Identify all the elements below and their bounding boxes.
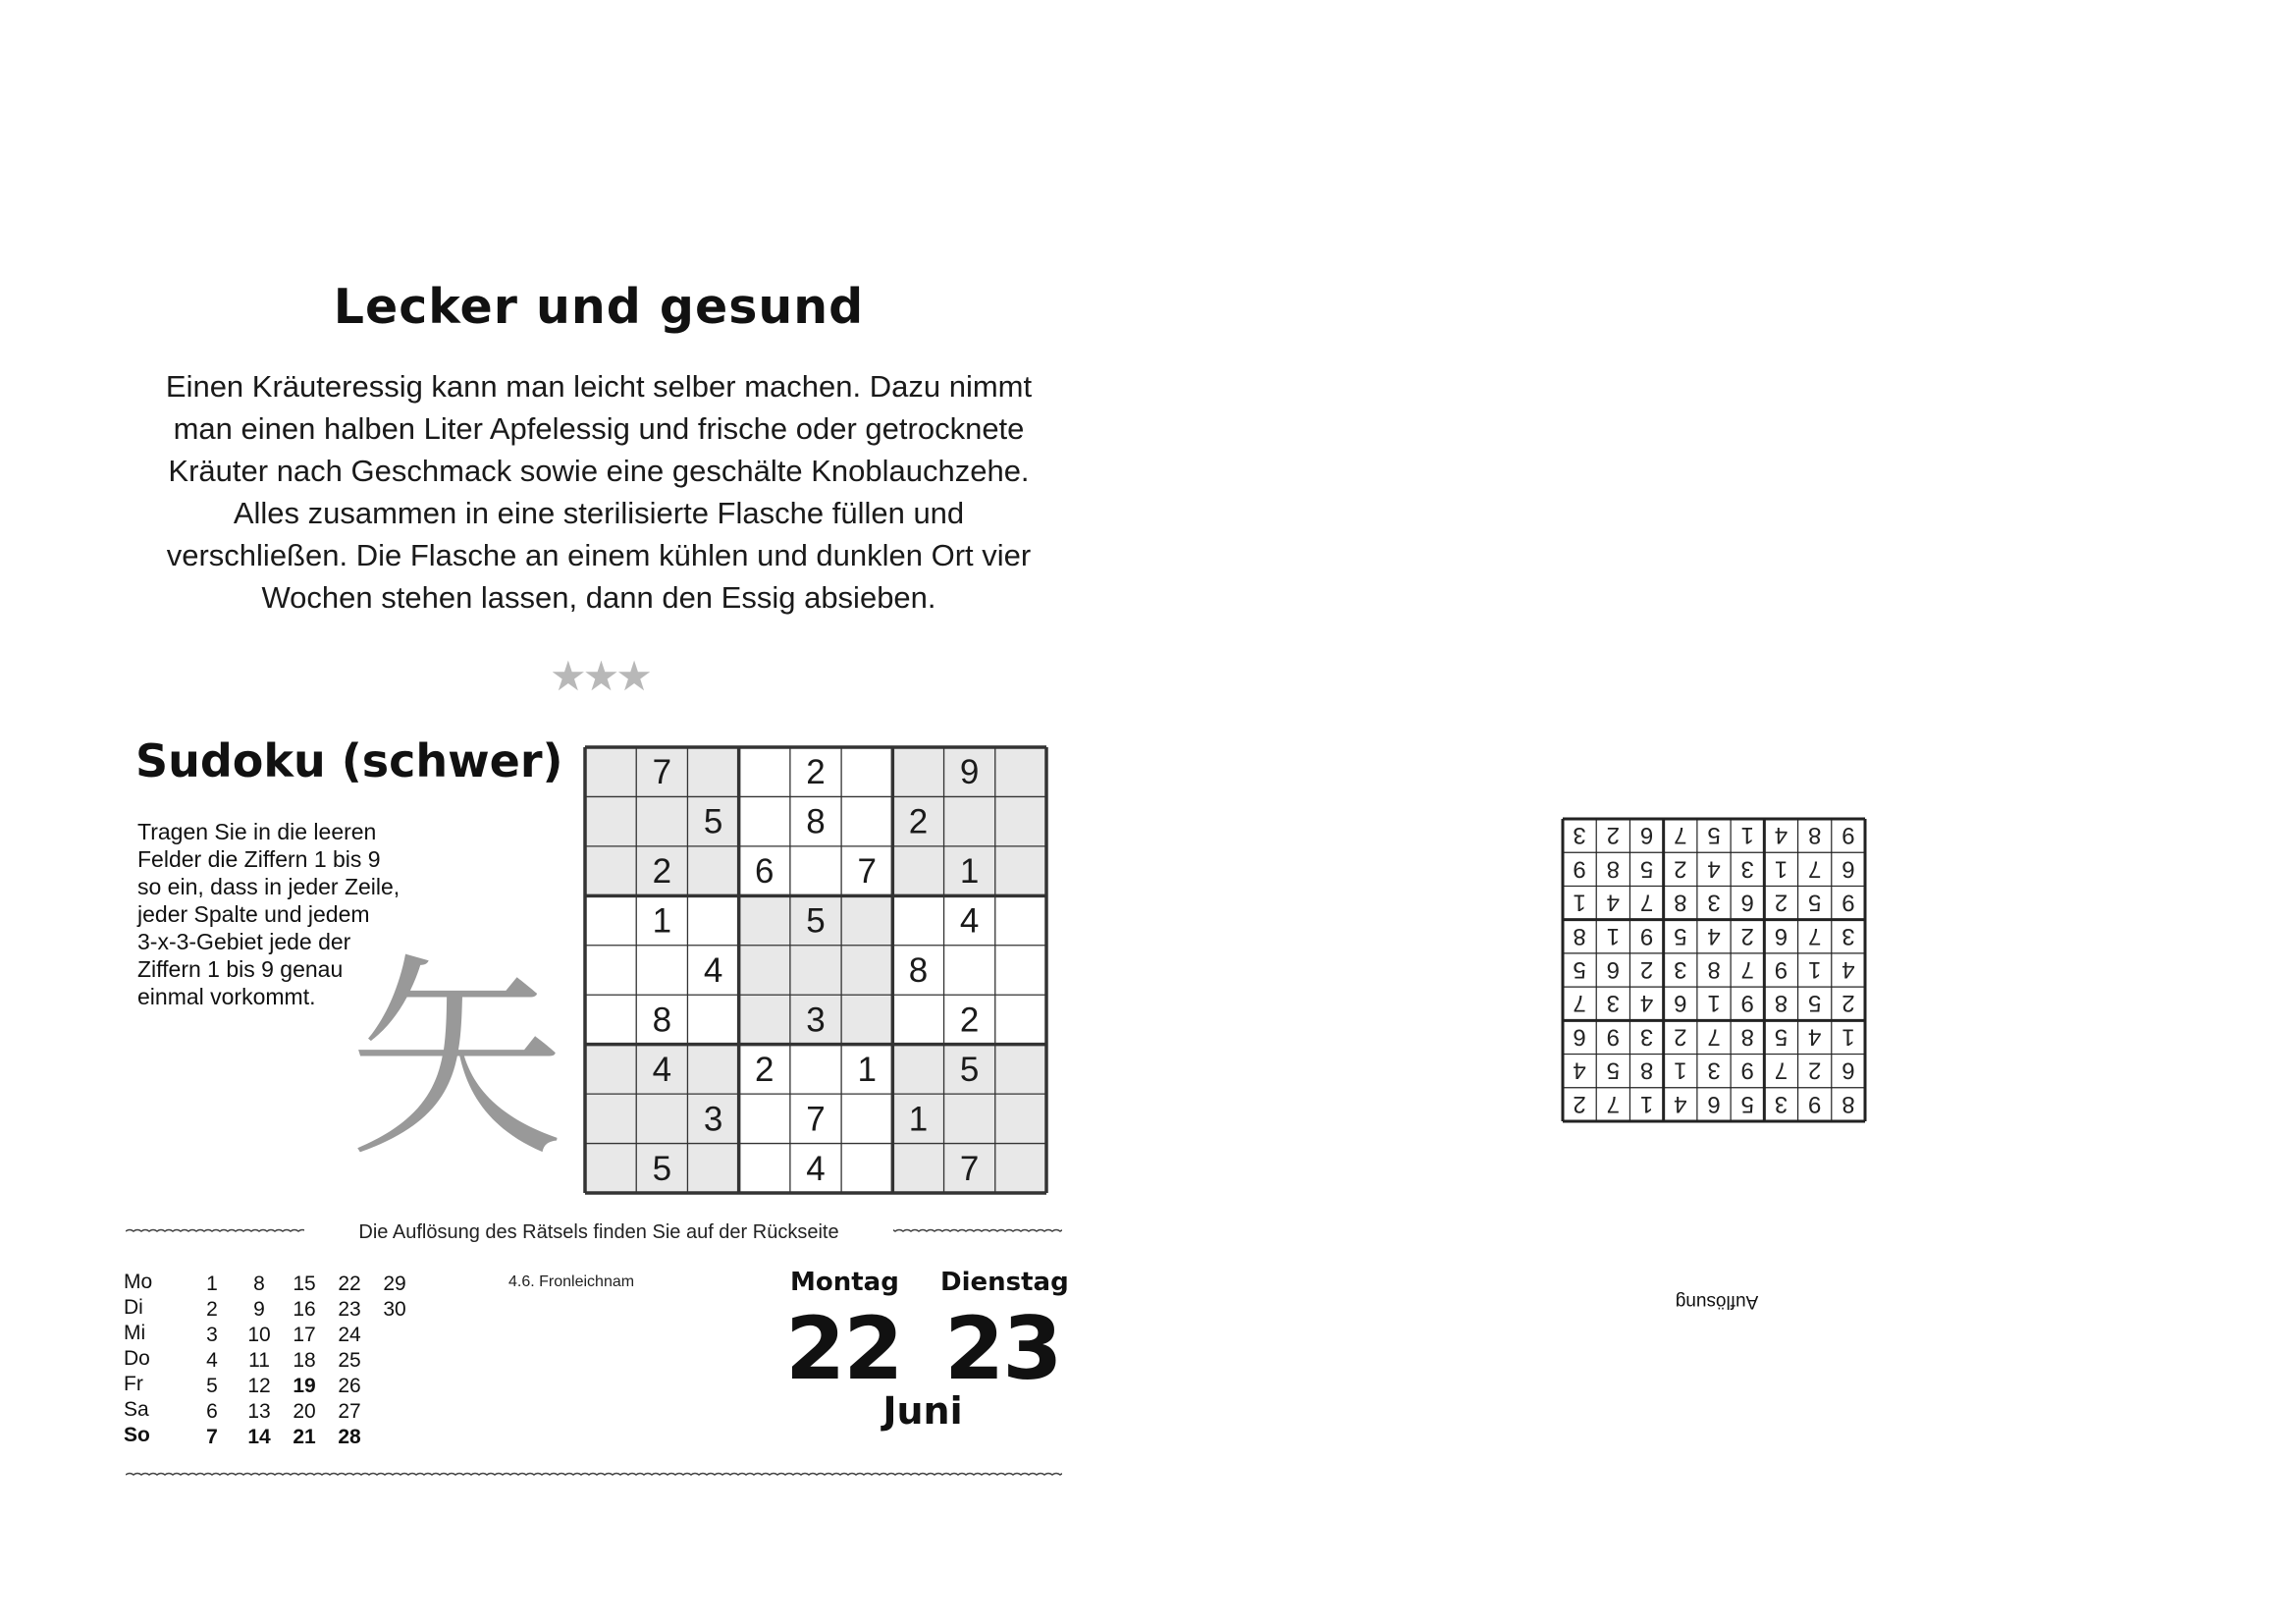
solution-digit: 3: [1774, 1090, 1789, 1117]
solution-digit: 7: [1606, 1090, 1621, 1117]
sudoku-cell[interactable]: [841, 995, 892, 1044]
solution-digit: 6: [1740, 889, 1754, 916]
article-line: Alles zusammen in eine sterilisierte Flasche füllen und: [233, 496, 965, 530]
solution-digit: 7: [1674, 822, 1687, 849]
sudoku-cell[interactable]: [739, 1144, 790, 1193]
sudoku-cell[interactable]: [995, 1144, 1046, 1193]
weekday-label: Sa: [124, 1398, 149, 1421]
sudoku-cell[interactable]: [739, 1094, 790, 1143]
sudoku-given-digit: 2: [652, 852, 672, 892]
weekday-label: So: [124, 1424, 150, 1446]
sudoku-cell[interactable]: [892, 1045, 943, 1094]
sudoku-cell[interactable]: [739, 946, 790, 995]
calendar-day: 14: [247, 1426, 271, 1448]
day-number-monday: 22: [785, 1298, 902, 1399]
solution-digit: 6: [1606, 956, 1621, 983]
sudoku-given-digit: 7: [652, 753, 672, 792]
sudoku-given-digit: 2: [959, 1001, 980, 1040]
calendar-day: 29: [383, 1272, 406, 1295]
holiday-note: 4.6. Fronleichnam: [508, 1273, 635, 1290]
solution-digit: 3: [1842, 922, 1855, 949]
solution-digit: 3: [1639, 1023, 1654, 1051]
article-line: Wochen stehen lassen, dann den Essig absieben.: [261, 580, 936, 615]
sudoku-cell[interactable]: [585, 796, 636, 845]
sudoku-cell[interactable]: [585, 895, 636, 945]
solution-digit: 5: [1807, 889, 1822, 916]
solution-digit: 3: [1674, 956, 1687, 983]
solution-digit: 5: [1707, 822, 1721, 849]
sudoku-cell[interactable]: [585, 1045, 636, 1094]
sudoku-cell[interactable]: [687, 1045, 738, 1094]
sudoku-given-digit: 3: [703, 1100, 723, 1139]
sudoku-given-digit: 1: [959, 852, 980, 892]
sudoku-cell[interactable]: [841, 1144, 892, 1193]
sudoku-cell[interactable]: [841, 895, 892, 945]
weekday-label: Fr: [124, 1373, 143, 1395]
solution-digit: 8: [1807, 822, 1822, 849]
calendar-day: 7: [206, 1426, 218, 1448]
solution-digit: 4: [1606, 889, 1621, 916]
solution-digit: 1: [1573, 889, 1586, 916]
weekday-label: Do: [124, 1347, 150, 1370]
weekday-label: Di: [124, 1296, 143, 1319]
sudoku-cell[interactable]: [585, 1094, 636, 1143]
instruction-line: einmal vorkommt.: [137, 984, 316, 1009]
solution-digit: 4: [1674, 1090, 1687, 1117]
sudoku-cell[interactable]: [892, 846, 943, 895]
solution-digit: 9: [1842, 889, 1855, 916]
solution-digit: 3: [1740, 855, 1754, 883]
calendar-day: 28: [338, 1426, 361, 1448]
calendar-day: 17: [293, 1324, 316, 1346]
sudoku-given-digit: 7: [959, 1149, 980, 1188]
sudoku-given-digit: 1: [652, 901, 672, 941]
sudoku-cell[interactable]: [790, 1045, 841, 1094]
article-title: Lecker und gesund: [333, 279, 865, 335]
solution-digit: 6: [1707, 1090, 1721, 1117]
article-line: verschließen. Die Flasche an einem kühlen und dunklen Ort vier: [166, 538, 1032, 572]
solution-digit: 7: [1639, 889, 1654, 916]
calendar-day: 8: [253, 1272, 265, 1295]
solution-digit: 1: [1674, 1056, 1687, 1084]
solution-digit: 2: [1674, 855, 1687, 883]
sudoku-cell[interactable]: [585, 846, 636, 895]
solution-digit: 9: [1740, 1056, 1754, 1084]
solution-digit: 3: [1707, 889, 1721, 916]
sudoku-given-digit: 7: [857, 852, 877, 892]
solution-digit: 2: [1842, 990, 1855, 1017]
sudoku-cell[interactable]: [944, 796, 995, 845]
sudoku-given-digit: 2: [806, 753, 826, 792]
solution-digit: 7: [1807, 922, 1822, 949]
calendar-day: 9: [253, 1298, 265, 1321]
solution-digit: 5: [1807, 990, 1822, 1017]
calendar-day: 19: [293, 1375, 316, 1397]
solution-digit: 4: [1573, 1056, 1586, 1084]
solution-digit: 3: [1707, 1056, 1721, 1084]
sudoku-cell[interactable]: [739, 895, 790, 945]
sudoku-cell[interactable]: [687, 846, 738, 895]
sudoku-given-digit: 8: [652, 1001, 672, 1040]
calendar-day: 5: [206, 1375, 218, 1397]
solution-digit: 1: [1707, 990, 1721, 1017]
sudoku-cell[interactable]: [892, 995, 943, 1044]
sudoku-given-digit: 2: [755, 1050, 774, 1089]
solution-digit: 2: [1774, 889, 1789, 916]
solution-digit: 5: [1639, 855, 1654, 883]
instruction-line: 3-x-3-Gebiet jede der: [137, 929, 351, 954]
solution-digit: 9: [1740, 990, 1754, 1017]
instruction-line: Tragen Sie in die leeren: [137, 819, 377, 844]
sudoku-cell[interactable]: [995, 995, 1046, 1044]
sudoku-cell[interactable]: [585, 1144, 636, 1193]
solution-digit: 1: [1774, 855, 1789, 883]
sudoku-cell[interactable]: [892, 747, 943, 796]
solution-hint: Die Auflösung des Rätsels finden Sie auf der Rückseite: [304, 1221, 893, 1244]
solution-digit: 2: [1740, 922, 1754, 949]
solution-digit: 8: [1774, 990, 1789, 1017]
sudoku-cell[interactable]: [790, 946, 841, 995]
calendar-day: 12: [247, 1375, 271, 1397]
star-divider: ★★★: [550, 653, 649, 699]
solution-digit: 7: [1740, 956, 1754, 983]
sudoku-given-digit: 5: [703, 802, 723, 841]
solution-digit: 6: [1639, 822, 1654, 849]
sudoku-cell[interactable]: [739, 747, 790, 796]
solution-digit: 1: [1606, 922, 1621, 949]
solution-digit: 4: [1707, 922, 1721, 949]
solution-digit: 8: [1639, 1056, 1654, 1084]
solution-digit: 4: [1774, 822, 1789, 849]
solution-digit: 4: [1707, 855, 1721, 883]
sudoku-given-digit: 6: [755, 852, 774, 892]
sudoku-cell[interactable]: [687, 995, 738, 1044]
sudoku-cell[interactable]: [739, 995, 790, 1044]
sudoku-given-digit: 4: [703, 951, 723, 990]
solution-digit: 9: [1807, 1090, 1822, 1117]
calendar-day: 22: [338, 1272, 361, 1295]
kanji-character: 矢: [348, 935, 565, 1186]
sudoku-cell[interactable]: [841, 796, 892, 845]
solution-digit: 9: [1774, 956, 1789, 983]
solution-digit: 4: [1639, 990, 1654, 1017]
sudoku-given-digit: 5: [652, 1149, 672, 1188]
article-line: Kräuter nach Geschmack sowie eine geschälte Knoblauchzehe.: [168, 454, 1030, 488]
solution-digit: 7: [1707, 1023, 1721, 1051]
sudoku-cell[interactable]: [892, 895, 943, 945]
solution-digit: 8: [1842, 1090, 1855, 1117]
calendar-day: 10: [247, 1324, 271, 1346]
sudoku-cell[interactable]: [636, 946, 687, 995]
sudoku-given-digit: 1: [908, 1100, 929, 1139]
sudoku-cell[interactable]: [995, 796, 1046, 845]
solution-digit: 7: [1807, 855, 1822, 883]
sudoku-given-digit: 8: [806, 802, 826, 841]
calendar-day: 26: [338, 1375, 361, 1397]
calendar-day: 20: [293, 1400, 316, 1423]
day-label-tuesday: Dienstag: [940, 1268, 1069, 1297]
calendar-day: 21: [293, 1426, 316, 1448]
sudoku-given-digit: 9: [959, 753, 980, 792]
solution-digit: 5: [1573, 956, 1586, 983]
sudoku-given-digit: 4: [959, 901, 980, 941]
sudoku-given-digit: 3: [806, 1001, 826, 1040]
solution-digit: 1: [1842, 1023, 1855, 1051]
sudoku-cell[interactable]: [995, 747, 1046, 796]
calendar-day: 11: [248, 1349, 270, 1372]
solution-digit: 3: [1573, 822, 1586, 849]
solution-digit: 7: [1774, 1056, 1789, 1084]
solution-digit: 6: [1674, 990, 1687, 1017]
calendar-day: 3: [206, 1324, 218, 1346]
solution-digit: 6: [1842, 1056, 1855, 1084]
sudoku-cell[interactable]: [585, 747, 636, 796]
solution-digit: 2: [1807, 1056, 1822, 1084]
sudoku-cell[interactable]: [739, 796, 790, 845]
solution-grid: [1561, 817, 1867, 1123]
solution-digit: 1: [1740, 822, 1754, 849]
solution-digit: 3: [1606, 990, 1621, 1017]
weekday-label: Mo: [124, 1271, 153, 1293]
instruction-line: Felder die Ziffern 1 bis 9: [137, 846, 381, 872]
instruction-line: jeder Spalte und jedem: [137, 901, 370, 927]
sudoku-title: Sudoku (schwer): [135, 734, 563, 787]
calendar-day: 23: [338, 1298, 361, 1321]
sudoku-given-digit: 1: [857, 1050, 877, 1089]
sudoku-cell[interactable]: [841, 1094, 892, 1143]
weekday-label: Mi: [124, 1322, 146, 1344]
solution-digit: 9: [1639, 922, 1654, 949]
sudoku-cell[interactable]: [585, 946, 636, 995]
month-name: Juni: [882, 1389, 963, 1433]
calendar-day: 4: [206, 1349, 218, 1372]
sudoku-given-digit: 7: [806, 1100, 826, 1139]
sudoku-cell[interactable]: [995, 846, 1046, 895]
sudoku-cell[interactable]: [995, 1045, 1046, 1094]
solution-digit: 7: [1573, 990, 1586, 1017]
solution-digit: 8: [1740, 1023, 1754, 1051]
solution-digit: 9: [1573, 855, 1586, 883]
solution-digit: 6: [1774, 922, 1789, 949]
sudoku-cell[interactable]: [944, 1094, 995, 1143]
article-body: [128, 365, 1070, 619]
sudoku-cell[interactable]: [944, 946, 995, 995]
solution-digit: 6: [1842, 855, 1855, 883]
calendar-day: 15: [293, 1272, 316, 1295]
solution-digit: 8: [1707, 956, 1721, 983]
sudoku-given-digit: 4: [652, 1050, 672, 1089]
sudoku-cell[interactable]: [995, 946, 1046, 995]
solution-digit: 8: [1573, 922, 1586, 949]
sudoku-cell[interactable]: [995, 1094, 1046, 1143]
solution-digit: 5: [1674, 922, 1687, 949]
article-line: man einen halben Liter Apfelessig und frische oder getrocknete: [173, 411, 1025, 446]
solution-digit: 5: [1740, 1090, 1754, 1117]
sudoku-given-digit: 2: [908, 802, 929, 841]
day-label-monday: Montag: [790, 1268, 899, 1297]
calendar-day: 18: [293, 1349, 316, 1372]
sudoku-cell[interactable]: [636, 796, 687, 845]
sudoku-cell[interactable]: [841, 747, 892, 796]
sudoku-cell[interactable]: [892, 1144, 943, 1193]
solution-digit: 2: [1573, 1090, 1586, 1117]
sudoku-cell[interactable]: [995, 895, 1046, 945]
calendar-day: 13: [247, 1400, 271, 1423]
weekday-column: [124, 1270, 152, 1448]
solution-digit: 9: [1606, 1023, 1621, 1051]
solution-digit: 9: [1842, 822, 1855, 849]
sudoku-given-digit: 8: [908, 951, 929, 990]
solution-digit: 5: [1606, 1056, 1621, 1084]
solution-digit: 1: [1639, 1090, 1654, 1117]
solution-digit: 4: [1807, 1023, 1822, 1051]
calendar-day: 16: [293, 1298, 316, 1321]
solution-digit: 8: [1606, 855, 1621, 883]
solution-label: Auflösung: [1675, 1291, 1759, 1312]
sudoku-given-digit: 5: [806, 901, 826, 941]
sudoku-cell[interactable]: [687, 747, 738, 796]
article-line: Einen Kräuteressig kann man leicht selber machen. Dazu nimmt: [165, 369, 1033, 404]
sudoku-given-digit: 4: [806, 1149, 826, 1188]
calendar-day: 24: [338, 1324, 361, 1346]
day-number-tuesday: 23: [944, 1298, 1061, 1399]
solution-digit: 8: [1674, 889, 1687, 916]
sudoku-cell[interactable]: [687, 895, 738, 945]
solution-digit: 5: [1774, 1023, 1789, 1051]
solution-digit: 4: [1842, 956, 1855, 983]
calendar-day: 25: [338, 1349, 361, 1372]
calendar-day: 30: [383, 1298, 406, 1321]
sudoku-grid: [583, 745, 1048, 1195]
instruction-line: so ein, dass in jeder Zeile,: [137, 874, 400, 899]
calendar-day: 27: [338, 1400, 361, 1423]
sudoku-cell[interactable]: [636, 1094, 687, 1143]
solution-digit: 2: [1674, 1023, 1687, 1051]
calendar-day: 6: [206, 1400, 218, 1423]
solution-digit: 6: [1573, 1023, 1586, 1051]
sudoku-cell[interactable]: [687, 1144, 738, 1193]
solution-digit: 2: [1606, 822, 1621, 849]
instruction-line: Ziffern 1 bis 9 genau: [137, 956, 344, 982]
bottom-wavy-line: [126, 1467, 1062, 1483]
sudoku-cell[interactable]: [790, 846, 841, 895]
solution-digit: 1: [1807, 956, 1822, 983]
sudoku-given-digit: 5: [959, 1050, 980, 1089]
solution-digit: 2: [1639, 956, 1654, 983]
sudoku-cell[interactable]: [841, 946, 892, 995]
calendar-day: 1: [206, 1272, 218, 1295]
calendar-day: 2: [206, 1298, 218, 1321]
sudoku-cell[interactable]: [585, 995, 636, 1044]
